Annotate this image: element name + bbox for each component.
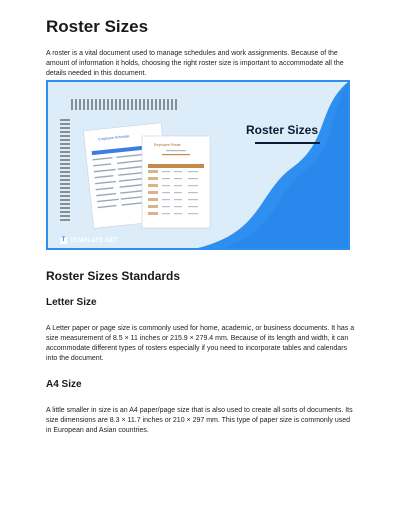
intro-paragraph: A roster is a vital document used to manage schedules and work assignments. Because of the amount of information it holds, choosing the right roster size is important to accommodate all the details needed in this document. <box>46 50 344 77</box>
a4-size-paragraph: A little smaller in size is an A4 paper/page size that is also used to create all sorts of documents. Its size dimensions are 8.3 × 11.7 inches or 210 × 297 mm. This type of paper size is commonly used in European and Asian countries. <box>46 407 353 434</box>
featured-banner-image <box>46 80 350 250</box>
doc-front-title: Employee Roster <box>154 143 181 147</box>
page-title: Roster Sizes <box>46 17 149 36</box>
banner-wave-inner <box>223 82 348 248</box>
letter-size-paragraph: A Letter paper or page size is commonly used for home, academic, or business documents. It has a size measurement of 8.5 × 11 inches or 215.9 × 279.4 mm. Because of its length and width, it can accommodate different types of rosters especially if you need to incorporate tables and calendars into the document. <box>46 325 355 362</box>
standards-heading: Roster Sizes Standards <box>46 269 181 283</box>
a4-size-heading: A4 Size <box>46 379 82 390</box>
template-logo <box>60 237 118 244</box>
template-logo-icon: T <box>61 237 66 243</box>
banner-illustration <box>48 82 348 248</box>
doc-front <box>142 136 210 228</box>
banner-title-underline <box>255 142 320 144</box>
ruler-left <box>60 120 70 220</box>
ruler-top <box>72 99 176 110</box>
letter-size-heading: Letter Size <box>46 297 97 308</box>
doc-back-title: Employee Schedule <box>98 134 130 142</box>
banner-title: Roster Sizes <box>246 123 319 137</box>
template-logo-text: TEMPLATE.NET <box>70 237 118 244</box>
